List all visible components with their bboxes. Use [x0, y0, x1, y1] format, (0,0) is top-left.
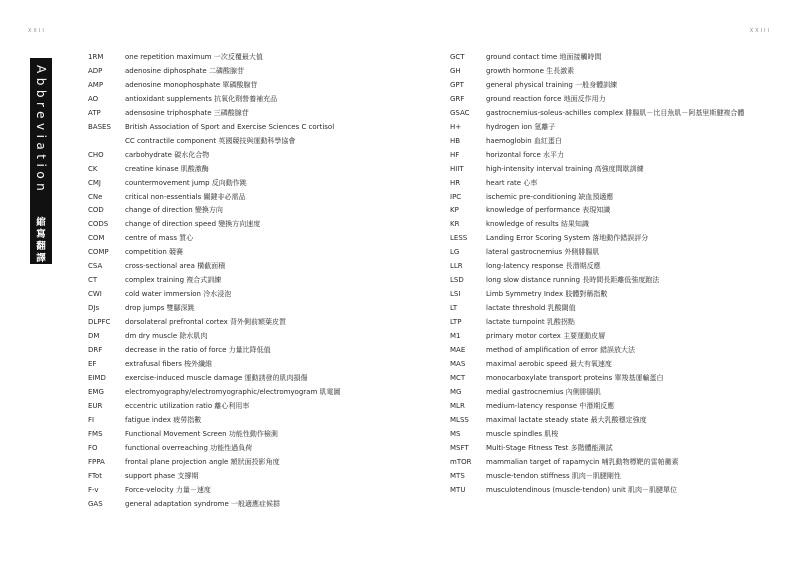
abbreviation-term: 1RM	[88, 53, 104, 61]
abbreviation-entry	[88, 456, 433, 470]
abbreviation-entry	[450, 93, 775, 107]
abbreviation-entry	[450, 65, 775, 79]
abbreviation-list-left	[88, 51, 433, 511]
abbreviation-entry	[450, 442, 775, 456]
abbreviation-definition: creatine kinase 肌酸激酶	[125, 164, 209, 173]
abbreviation-term: LSD	[450, 276, 464, 285]
abbreviation-definition: countermovement jump 反向動作跳	[125, 178, 247, 187]
abbreviation-list-right	[450, 51, 775, 498]
abbreviation-term: LSI	[450, 290, 461, 299]
abbreviation-term: AMP	[88, 80, 104, 89]
section-title-zh: 縮寫翻譯	[36, 217, 46, 265]
abbreviation-definition: mammalian target of rapamycin 哺乳動物標靶的雷帕黴素	[486, 457, 679, 466]
abbreviation-definition: knowledge of performance 表現知識	[486, 206, 611, 215]
abbreviation-definition: growth hormone 生長激素	[486, 66, 575, 75]
abbreviation-entry	[88, 484, 433, 498]
abbreviation-term: MLSS	[450, 415, 469, 424]
abbreviation-entry	[450, 428, 775, 442]
abbreviation-term: mTOR	[450, 457, 472, 466]
abbreviation-term: HF	[450, 150, 460, 159]
abbreviation-entry	[450, 344, 775, 358]
abbreviation-term: LLR	[450, 262, 463, 271]
abbreviation-term: GCT	[450, 53, 465, 61]
abbreviation-definition: British Association of Sport and Exercise Sciences C cortisol	[125, 122, 335, 131]
abbreviation-entry	[88, 386, 433, 400]
abbreviation-definition: Functional Movement Screen 功能性動作檢測	[125, 429, 278, 438]
abbreviation-term: COD	[88, 206, 104, 215]
abbreviation-definition: CC contractile component 英國競技與運動科學協會	[125, 136, 296, 145]
abbreviation-definition: lactate turnpoint 乳酸拐點	[486, 318, 575, 327]
abbreviation-entry	[450, 246, 775, 260]
abbreviation-entry	[88, 51, 433, 65]
abbreviation-term: DM	[88, 332, 100, 341]
abbreviation-term: FTot	[88, 471, 103, 480]
abbreviation-definition: general adaptation syndrome 一般適應症候群	[125, 499, 280, 508]
abbreviation-definition: ischemic pre-conditioning 缺血預適應	[486, 192, 614, 201]
abbreviation-entry	[88, 358, 433, 372]
abbreviation-term: BASES	[88, 122, 111, 131]
abbreviation-term: CK	[88, 164, 98, 173]
abbreviation-entry	[88, 316, 433, 330]
abbreviation-entry	[450, 414, 775, 428]
abbreviation-definition: eccentric utilization ratio 離心利用率	[125, 401, 250, 410]
abbreviation-entry	[450, 163, 775, 177]
abbreviation-entry	[450, 149, 775, 163]
abbreviation-term: DLPFC	[88, 318, 111, 327]
abbreviation-entry	[450, 191, 775, 205]
abbreviation-entry	[88, 274, 433, 288]
section-title: Abbreviation	[34, 65, 48, 196]
abbreviation-term: MAE	[450, 346, 466, 355]
abbreviation-entry	[450, 51, 775, 65]
abbreviation-entry	[450, 330, 775, 344]
abbreviation-entry	[450, 316, 775, 330]
abbreviation-term: LTP	[450, 318, 462, 327]
page-number-right: XXIII	[749, 28, 771, 34]
abbreviation-entry	[450, 456, 775, 470]
abbreviation-definition: decrease in the ratio of force 力量比降低值	[125, 346, 271, 355]
abbreviation-entry	[450, 232, 775, 246]
abbreviation-entry	[88, 191, 433, 205]
abbreviation-term: HR	[450, 178, 461, 187]
abbreviation-term: MTS	[450, 471, 465, 480]
abbreviation-term: LG	[450, 248, 460, 257]
abbreviation-term: MG	[450, 387, 462, 396]
abbreviation-term: M1	[450, 332, 461, 341]
abbreviation-term: FI	[88, 415, 95, 424]
abbreviation-term: ADP	[88, 66, 103, 75]
abbreviation-definition: knowledge of results 結果知識	[486, 220, 589, 229]
abbreviation-definition: adenosine monophosphate 單磷酸腺苷	[125, 80, 258, 89]
abbreviation-definition: medial gastrocnemius 內側腓腸肌	[486, 387, 601, 396]
abbreviation-definition: medium-latency response 中潛期反應	[486, 401, 615, 410]
abbreviation-entry	[88, 428, 433, 442]
abbreviation-term: LT	[450, 304, 458, 313]
abbreviation-term: MTU	[450, 485, 466, 494]
abbreviation-term: FMS	[88, 429, 103, 438]
abbreviation-definition: antioxidant supplements 抗氧化劑營養補充品	[125, 94, 278, 103]
abbreviation-entry	[88, 177, 433, 191]
abbreviation-definition: change of direction speed 變換方向速度	[125, 220, 261, 229]
abbreviation-term: F-v	[88, 485, 99, 494]
abbreviation-entry	[88, 400, 433, 414]
abbreviation-entry	[450, 79, 775, 93]
abbreviation-definition: fatigue index 疲勞指數	[125, 415, 202, 424]
abbreviation-term: CSA	[88, 262, 103, 271]
abbreviation-definition: drop jumps 雙腳深跳	[125, 304, 195, 313]
abbreviation-definition: centre of mass 質心	[125, 234, 194, 243]
abbreviation-definition: extrafusal fibers 梭外纖維	[125, 359, 213, 368]
abbreviation-entry	[88, 302, 433, 316]
abbreviation-definition: haemoglobin 血紅蛋白	[486, 136, 562, 145]
abbreviation-definition: electromyography/electromyographic/electromyogram 肌電圖	[125, 387, 341, 396]
abbreviation-entry	[450, 274, 775, 288]
abbreviation-term: GAS	[88, 499, 103, 508]
abbreviation-term: DRF	[88, 346, 103, 355]
abbreviation-definition: muscle spindles 肌梭	[486, 429, 559, 438]
abbreviation-definition: muscle-tendon stiffness 肌肉－肌腱剛性	[486, 471, 621, 480]
abbreviation-term: EIMD	[88, 373, 106, 382]
abbreviation-entry	[88, 149, 433, 163]
abbreviation-definition: lactate threshold 乳酸閾值	[486, 304, 576, 313]
abbreviation-term: MAS	[450, 359, 466, 368]
abbreviation-definition: primary motor cortex 主要運動皮層	[486, 332, 606, 341]
abbreviation-definition: heart rate 心率	[486, 178, 538, 187]
abbreviation-term: CMJ	[88, 178, 101, 187]
section-sidebar	[30, 58, 52, 264]
abbreviation-term: FPPA	[88, 457, 105, 466]
abbreviation-definition: one repetition maximum 一次反覆最大值	[125, 53, 263, 61]
abbreviation-entry	[88, 470, 433, 484]
abbreviation-definition: change of direction 變換方向	[125, 206, 223, 215]
abbreviation-entry	[88, 65, 433, 79]
abbreviation-entry	[88, 442, 433, 456]
abbreviation-entry	[88, 372, 433, 386]
abbreviation-term: IPC	[450, 192, 462, 201]
abbreviation-entry	[450, 121, 775, 135]
abbreviation-definition: competition 競賽	[125, 248, 184, 257]
abbreviation-entry	[450, 484, 775, 498]
abbreviation-definition: musculotendinous (muscle-tendon) unit 肌肉－肌腱單位	[486, 485, 677, 494]
abbreviation-entry	[88, 498, 433, 512]
abbreviation-entry	[88, 218, 433, 232]
abbreviation-term: EF	[88, 359, 97, 368]
abbreviation-entry	[450, 372, 775, 386]
abbreviation-entry	[450, 288, 775, 302]
abbreviation-definition: Force-velocity 力量－速度	[125, 485, 211, 494]
abbreviation-term: MLR	[450, 401, 465, 410]
abbreviation-entry	[88, 344, 433, 358]
abbreviation-entry	[88, 121, 433, 135]
abbreviation-definition: horizontal force 水平力	[486, 150, 564, 159]
abbreviation-entry	[88, 204, 433, 218]
abbreviation-term: KR	[450, 220, 460, 229]
abbreviation-entry	[88, 107, 433, 121]
abbreviation-term: EMG	[88, 387, 104, 396]
abbreviation-term: HIIT	[450, 164, 464, 173]
abbreviation-definition: Limb Symmetry Index 肢體對稱指數	[486, 290, 608, 299]
abbreviation-definition: ground reaction force 地面反作用力	[486, 94, 606, 103]
abbreviation-term: KP	[450, 206, 459, 215]
abbreviation-entry	[450, 204, 775, 218]
abbreviation-term	[88, 135, 125, 149]
abbreviation-definition: adenosine diphosphate 二磷酸腺苷	[125, 66, 244, 75]
abbreviation-definition: dorsolateral prefrontal cortex 背外側前額葉皮質	[125, 318, 287, 327]
abbreviation-definition: Multi-Stage Fitness Test 多階體能測試	[486, 443, 613, 452]
abbreviation-definition: cross-sectional area 橫截面積	[125, 262, 226, 271]
abbreviation-definition: cold water immersion 冷水浸泡	[125, 290, 232, 299]
abbreviation-term: CNe	[88, 192, 103, 201]
abbreviation-term: FO	[88, 443, 98, 452]
abbreviation-entry	[88, 93, 433, 107]
abbreviation-entry	[450, 135, 775, 149]
abbreviation-term: DJs	[88, 304, 100, 313]
abbreviation-term: ATP	[88, 108, 101, 117]
abbreviation-term: CHO	[88, 150, 104, 159]
abbreviation-entry	[88, 260, 433, 274]
abbreviation-definition: maximal aerobic speed 最大有氧速度	[486, 359, 612, 368]
abbreviation-term: GSAC	[450, 108, 470, 117]
abbreviation-entry	[88, 414, 433, 428]
abbreviation-definition: adensosine triphosphate 三磷酸腺苷	[125, 108, 249, 117]
abbreviation-entry	[88, 246, 433, 260]
abbreviation-entry	[450, 177, 775, 191]
abbreviation-definition: method of amplification of error 錯誤放大法	[486, 346, 635, 355]
abbreviation-term: CWI	[88, 290, 102, 299]
abbreviation-definition: long slow distance running 長時間長距離低強度跑法	[486, 276, 660, 285]
abbreviation-definition: general physical training 一般身體訓練	[486, 80, 618, 89]
abbreviation-entry	[450, 302, 775, 316]
abbreviation-term: MS	[450, 429, 461, 438]
abbreviation-definition: maximal lactate steady state 最大乳酸穩定強度	[486, 415, 647, 424]
abbreviation-definition: complex training 複合式訓練	[125, 276, 222, 285]
abbreviation-entry	[450, 386, 775, 400]
abbreviation-entry	[88, 163, 433, 177]
abbreviation-term: CODS	[88, 220, 109, 229]
abbreviation-definition: hydrogen ion 氫離子	[486, 122, 556, 131]
abbreviation-term: GPT	[450, 80, 464, 89]
abbreviation-term: COM	[88, 234, 105, 243]
abbreviation-entry	[88, 135, 433, 149]
abbreviation-term: HB	[450, 136, 461, 145]
abbreviation-term: MSFT	[450, 443, 469, 452]
abbreviation-definition: lateral gastrocnemius 外側腓腸肌	[486, 248, 600, 257]
abbreviation-term: AO	[88, 94, 99, 103]
abbreviation-definition: gastrocnemius-soleus-achilles complex 腓腸肌－比目魚肌－阿基里斯腱複合體	[486, 108, 745, 117]
abbreviation-definition: high-intensity interval training 高強度間歇訓練	[486, 164, 644, 173]
abbreviation-term: GH	[450, 66, 461, 75]
abbreviation-entry	[450, 400, 775, 414]
abbreviation-term: CT	[88, 276, 98, 285]
abbreviation-term: GRF	[450, 94, 465, 103]
abbreviation-definition: frontal plane projection angle 額狀面投影角度	[125, 457, 280, 466]
abbreviation-entry	[450, 260, 775, 274]
abbreviation-definition: functional overreaching 功能性過負荷	[125, 443, 253, 452]
page-number-left: XXII	[28, 28, 46, 34]
abbreviation-definition: dm dry muscle 除水肌肉	[125, 332, 208, 341]
abbreviation-definition: carbohydrate 碳水化合物	[125, 150, 210, 159]
abbreviation-definition: support phase 支撐期	[125, 471, 199, 480]
abbreviation-entry	[88, 232, 433, 246]
abbreviation-definition: ground contact time 地面接觸時間	[486, 53, 602, 61]
abbreviation-term: EUR	[88, 401, 103, 410]
abbreviation-entry	[88, 79, 433, 93]
abbreviation-definition: critical non-essentials 關鍵非必需品	[125, 192, 246, 201]
abbreviation-entry	[450, 358, 775, 372]
abbreviation-entry	[88, 288, 433, 302]
abbreviation-entry	[450, 470, 775, 484]
abbreviation-entry	[450, 218, 775, 232]
abbreviation-definition: Landing Error Scoring System 落地動作錯誤評分	[486, 234, 649, 243]
abbreviation-entry	[450, 107, 775, 121]
abbreviation-term: H+	[450, 122, 462, 131]
abbreviation-definition: monocarboxylate transport proteins 單羧基運輸蛋白	[486, 373, 664, 382]
abbreviation-definition: exercise-induced muscle damage 運動誘發的肌肉損傷	[125, 373, 308, 382]
abbreviation-term: COMP	[88, 248, 109, 257]
abbreviation-term: LESS	[450, 234, 468, 243]
abbreviation-entry	[88, 330, 433, 344]
abbreviation-definition: long-latency response 長潛期反應	[486, 262, 601, 271]
abbreviation-term: MCT	[450, 373, 466, 382]
